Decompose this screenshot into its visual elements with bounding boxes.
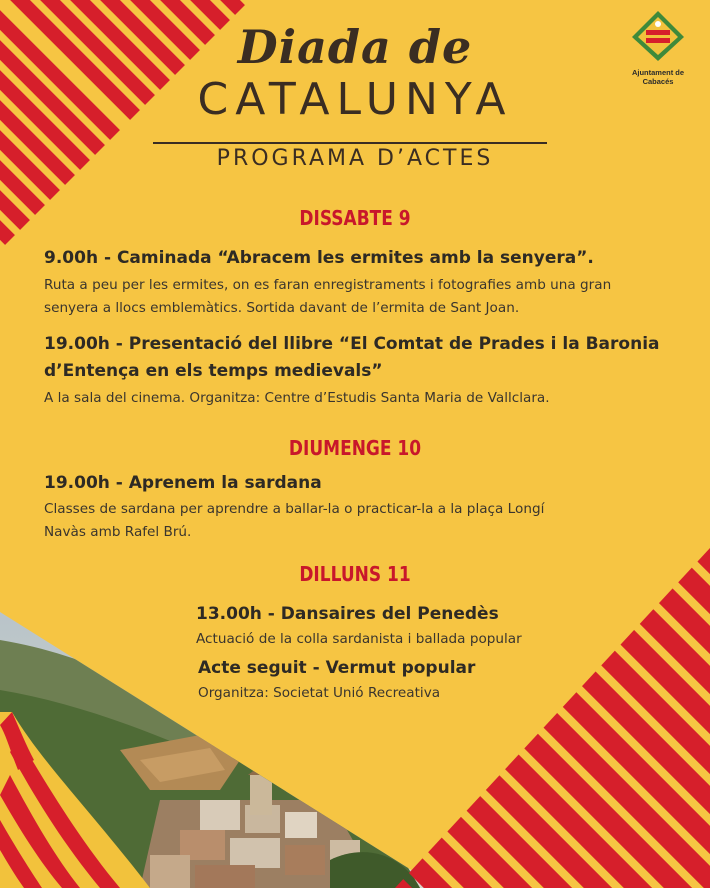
event-description: Actuació de la colla sardanista i ballada popular (196, 631, 522, 647)
logo-caption-line2: Cabacés (642, 77, 674, 86)
title-script: Diada de (237, 20, 473, 74)
day-heading-diumenge: DIUMENGE 10 (288, 436, 422, 460)
event-description: Classes de sardana per aprendre a ballar-la o practicar-la a la plaça Longí (44, 501, 545, 517)
title-main: CATALUNYA (197, 74, 513, 125)
event-title: 19.00h - Presentació del llibre “El Comtat de Prades i la Baronia (44, 334, 660, 354)
event-description: Organitza: Societat Unió Recreativa (198, 685, 441, 701)
event-description: Ruta a peu per les ermites, on es faran enregistraments i fotografies amb una gran (44, 277, 612, 293)
event-description: senyera a llocs emblemàtics. Sortida davant de l’ermita de Sant Joan. (44, 300, 520, 316)
subtitle: PROGRAMA D’ACTES (216, 146, 494, 171)
title-divider (153, 142, 547, 144)
event-description: A la sala del cinema. Organitza: Centre d’Estudis Santa Maria de Vallclara. (44, 390, 550, 406)
event-title: d’Entença en els temps medievals” (44, 361, 383, 381)
event-title: 19.00h - Aprenem la sardana (44, 473, 322, 493)
event-description: Navàs amb Rafel Brú. (44, 524, 192, 540)
event-title: Acte seguit - Vermut popular (198, 658, 476, 678)
event-title: 13.00h - Dansaires del Penedès (196, 604, 499, 624)
day-heading-dissabte: DISSABTE 9 (299, 206, 411, 230)
event-title: 9.00h - Caminada “Abracem les ermites amb la senyera”. (44, 248, 594, 268)
day-heading-dilluns: DILLUNS 11 (299, 562, 411, 586)
logo-caption-line1: Ajuntament de (631, 68, 685, 77)
